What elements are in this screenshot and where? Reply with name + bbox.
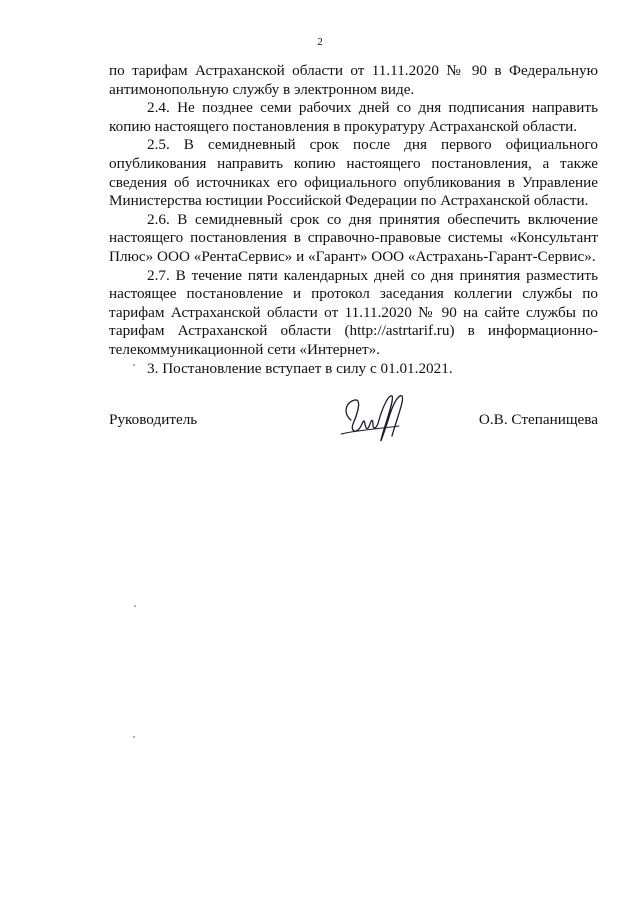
page-number: 2: [317, 36, 323, 48]
paragraph-2-7: 2.7. В течение пяти календарных дней со дня принятия разместить настоящее постановление и протокол заседания коллегии службы по тарифам Астраханской области от 11.11.2020 № 90 на сайте службы по тарифам Астраханской области (http://astrtarif.ru) в информационно-телекоммуникационной сети «Интернет».: [109, 266, 598, 358]
scan-speck: [133, 736, 135, 738]
document-body: [109, 62, 598, 378]
scan-speck: [133, 364, 135, 366]
handwritten-signature: [337, 390, 417, 446]
paragraph-3: 3. Постановление вступает в силу с 01.01.2021.: [147, 359, 453, 377]
paragraph-2-5: 2.5. В семидневный срок после дня первого официального опубликования направить копию настоящего постановления, а также сведения об источниках его официального опубликования в Управление Министерства юстиции Российской Федерации по Астраханской области.: [109, 136, 598, 210]
signer-title: Руководитель: [109, 411, 198, 428]
scan-speck: [134, 605, 136, 607]
signer-name: О.В. Степанищева: [478, 411, 598, 428]
paragraph-2-6: 2.6. В семидневный срок со дня принятия обеспечить включение настоящего постановления в справочно-правовые системы «Консультант Плюс» ООО «РентаСервис» и «Гарант» ООО «Астрахань-Гарант-Сервис».: [109, 210, 598, 265]
signature-block: [109, 402, 598, 462]
paragraph-2-4: 2.4. Не позднее семи рабочих дней со дня подписания направить копию настоящего постановления в прокуратуру Астраханской области.: [109, 99, 598, 135]
paragraph-continuation: по тарифам Астраханской области от 11.11.2020 № 90 в Федеральную антимонопольную службу в электронном виде.: [109, 62, 598, 98]
